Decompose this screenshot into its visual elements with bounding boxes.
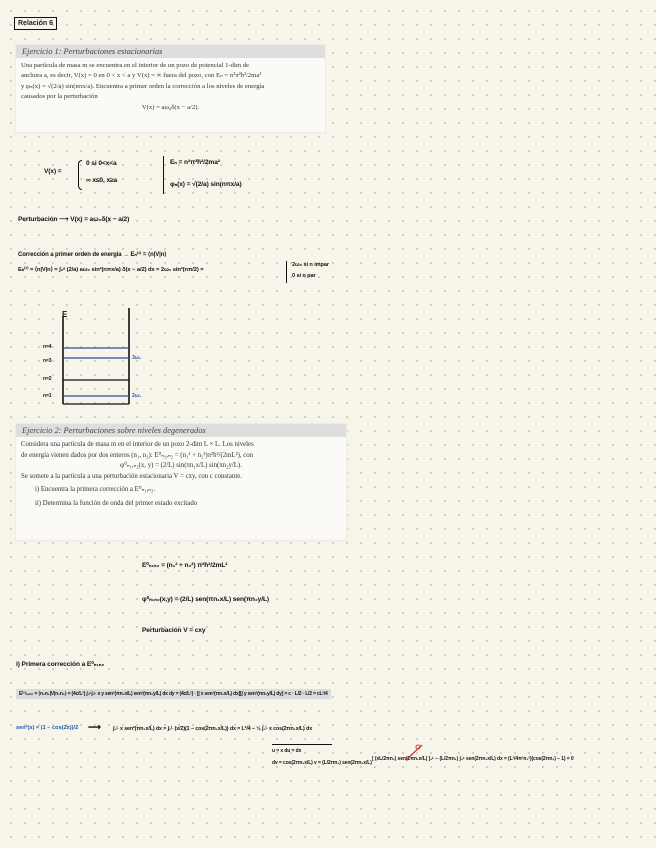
exercise-1-text-line: Una partícula de masa m se encuentra en el interior de un pozo de potencial 1-dim de xyxy=(21,62,250,69)
level-label: n=4 xyxy=(43,344,52,350)
energy-axis-label: E xyxy=(62,310,68,319)
exercise-2-item: ii) Determina la función de onda del primer estado excitado xyxy=(35,499,198,507)
case-odd: 2ω₀ si n impar xyxy=(292,262,329,268)
level-label: n=3 xyxy=(43,358,52,364)
exercise-2-item: i) Encuentra la primera corrección a E⁰ₙ₁,ₙ₂. xyxy=(35,486,156,494)
potential-case-outside: ∞ x≤0, x≥a xyxy=(86,177,118,184)
cases-brace xyxy=(286,261,290,283)
page-tag: Relación 6 xyxy=(14,17,57,30)
exercise-2-text-line: Se somete a la partícula a una perturbación estacionaria V = cxy, con c constante. xyxy=(21,472,242,480)
correction-title: Corrección a primer orden de energía → Eₙ⁽¹⁾ = ⟨n|V|n⟩ xyxy=(18,252,167,258)
potential-label: V(x) = xyxy=(44,168,62,175)
first-correction-heading: i) Primera corrección a E⁰ₙ₁ₙ₂ xyxy=(16,661,105,668)
energy-formula: Eₙ = n²π²ħ²/2ma² xyxy=(170,159,220,166)
level-label: n=1 xyxy=(43,393,52,399)
piecewise-brace xyxy=(78,160,82,190)
by-parts-dv: dv = cos(2πn₁x/L) v = (L/2πn₁) sen(2πn₁x/L) xyxy=(272,760,372,766)
shift-label: 3ω₀ xyxy=(132,355,142,361)
trig-identity: sen²(x) = (1 − cos(2x))/2 xyxy=(16,725,79,731)
correction-equation: Eₙ⁽¹⁾ = ⟨n|V|n⟩ = ∫₀ᵃ (2/a) aω₀ sin²(nπx/a) δ(x − a/2) dx = 2ω₀ sin²(nπ/2) = xyxy=(18,267,204,273)
exercise-2-formula: φ⁰ₙ₁,ₙ₂(x, y) = (2/L) sin(πn₁x/L) sin(πn₂y/L). xyxy=(120,462,242,470)
identity-arrow: ⟶ xyxy=(88,722,101,732)
wavefunction-2d-formula: φ⁰ₙ₁ₙ₂(x,y) = (2/L) sen(πn₁x/L) sen(πn₂y/L) xyxy=(142,596,269,603)
exercise-1-text-line: anchura a, es decir, V(x) = 0 en 0 < x < a y V(x) = ∞ fuera del pozo, con Eₙ = n²π²ħ²/2ma² xyxy=(21,72,262,80)
exercise-1-text-line: causados por la perturbación xyxy=(21,93,98,101)
integral-step: ∫₀ᴸ x sen²(πn₁x/L) dx = ∫₀ᴸ (x/2)(1 − cos(2πn₁x/L)) dx = L²/4 − ½ ∫₀ᴸ x cos(2πn₁x/L) dx xyxy=(113,726,313,732)
exercise-2-text-line: de energía vienen dados por dos enteros (n₁, n₂): E⁰ₙ₁,ₙ₂ = (n₁² + n₂²)π²ħ²/(2mL²), con xyxy=(21,451,254,459)
energy-2d-formula: E⁰ₙ₁ₙ₂ = (n₁² + n₂²) π²ħ²/2mL² xyxy=(142,562,228,569)
exercise-1-card xyxy=(16,45,325,132)
by-parts-rule xyxy=(272,744,332,745)
energy-bracket xyxy=(163,156,167,194)
exercise-1-formula: V(x) = aω₀δ(x − a/2). xyxy=(141,103,200,111)
exercise-2-text-line: Considera una partícula de masa m en el interior de un pozo 2-dim L × L. Los niveles xyxy=(21,441,254,448)
exercise-2-card xyxy=(16,424,346,540)
by-parts-u: u = x du = dx xyxy=(272,748,302,754)
shift-label: 2ω₀ xyxy=(132,393,142,399)
perturbation-note: Perturbación ⟶ V(x) = aω₀δ(x − a/2) xyxy=(18,216,130,223)
exercise-2-title: Ejercicio 2: Perturbaciones sobre niveles degenerados xyxy=(16,424,346,437)
final-integration-step: [ (xL/2πn₁) sen(2πn₁x/L) ]₀ᴸ − (L/2πn₁) ∫₀ᴸ sen(2πn₁x/L) dx = (L²/4π²n₁²)(cos(2πn₁) − 1) = 0 xyxy=(372,756,574,762)
potential-case-inside: 0 si 0<x<a xyxy=(86,160,117,167)
case-even: 0 si n par xyxy=(292,273,316,279)
correction-2d-equation: E⁽¹⁾ₙ₁ₙ₂ = ⟨n₁n₂|V|n₁n₂⟩ = (4c/L²) ∫₀ᴸ∫₀ᴸ x y sen²(πn₁x/L) sen²(πn₂y/L) dx dy = (4c/L²) · [∫ x sen²(πn₁x/L) dx][∫ y sen²(πn₂y/L) dy] = c · L/2 · L/2 = cL²/4 xyxy=(16,689,331,699)
perturbation-2d-note: Perturbación V = cxy xyxy=(142,627,206,634)
level-label: n=2 xyxy=(43,376,52,382)
cancel-mark xyxy=(404,742,426,762)
wavefunction-formula: φₙ(x) = √(2/a) sin(nπx/a) xyxy=(170,181,242,188)
exercise-1-title: Ejercicio 1: Perturbaciones estacionarias xyxy=(16,45,325,58)
exercise-1-text-line: y φₙ(x) = √(2/a) sin(nπx/a). Encuentra a primer orden la corrección a los niveles de energía xyxy=(21,82,265,90)
